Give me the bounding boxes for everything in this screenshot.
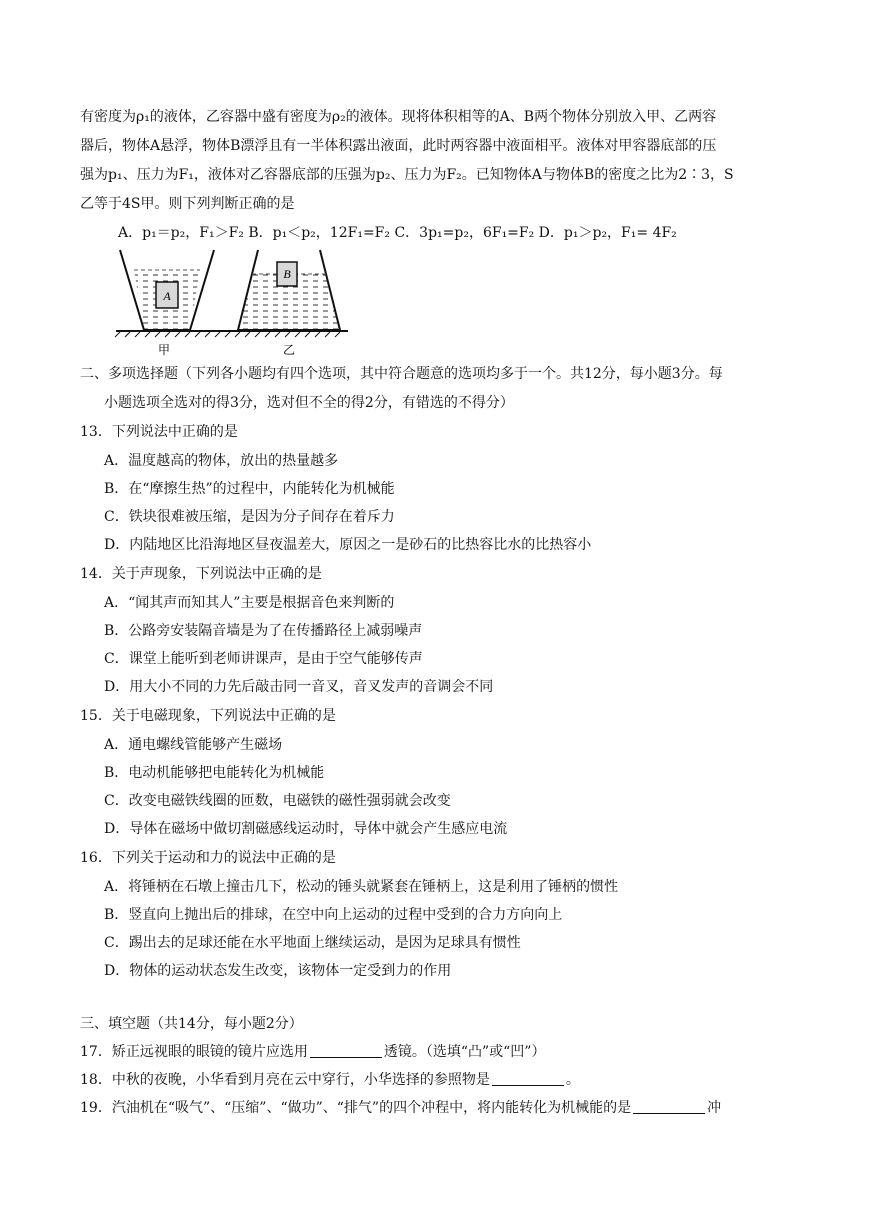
label-jia: 甲 <box>157 343 171 357</box>
object-b-label: B <box>283 267 291 281</box>
q15-option-c: C．改变电磁铁线圈的匝数，电磁铁的磁性强弱就会改变 <box>104 793 451 809</box>
container-figure <box>112 248 352 360</box>
q17-text-post: 透镜。（选填“凸”或“凹”） <box>383 1044 546 1060</box>
q14-option-d: D．用大小不同的力先后敲击同一音叉，音叉发声的音调会不同 <box>104 679 494 695</box>
q17-text-pre: 17．矫正远视眼的眼镜的镜片应选用 <box>80 1044 308 1060</box>
q19-text-pre: 19．汽油机在“吸气”、“压缩”、“做功”、“排气”的四个冲程中，将内能转化为机械能的是 <box>80 1100 632 1116</box>
q13-option-c: C．铁块很难被压缩，是因为分子间存在着斥力 <box>104 509 395 525</box>
q15-option-a: A．通电螺线管能够产生磁场 <box>104 737 283 753</box>
section3-title: 三、填空题（共14分，每小题2分） <box>80 1016 303 1032</box>
q14-option-a: A．“闻其声而知其人”主要是根据音色来判断的 <box>104 595 395 611</box>
q18-blank[interactable] <box>492 1071 564 1086</box>
q12-options: A．p₁＝p₂，F₁＞F₂ B．p₁＜p₂，12F₁=F₂ C．3p₁=p₂，6F₁=F₂ D．p₁＞p₂，F₁= 4F₂ <box>118 225 677 241</box>
q15-option-d: D．导体在磁场中做切割磁感线运动时，导体中就会产生感应电流 <box>104 821 508 837</box>
q17 <box>80 1041 545 1063</box>
section2-line-2: 小题选项全选对的得3分，选对但不全的得2分，有错选的不得分） <box>104 395 514 411</box>
intro-line-1: 有密度为ρ₁的液体，乙容器中盛有密度为ρ₂的液体。现将体积相等的A、B两个物体分别放入甲、乙两容 <box>80 109 717 125</box>
q14-option-b: B．公路旁安装隔音墙是为了在传播路径上减弱噪声 <box>104 623 423 639</box>
q13-option-a: A．温度越高的物体，放出的热量越多 <box>104 453 339 469</box>
q18-text-pre: 18．中秋的夜晚，小华看到月亮在云中穿行，小华选择的参照物是 <box>80 1072 490 1088</box>
q15-option-b: B．电动机能够把电能转化为机械能 <box>104 765 325 781</box>
q16-option-c: C．踢出去的足球还能在水平地面上继续运动，是因为足球具有惯性 <box>104 935 521 951</box>
q15-stem: 15．关于电磁现象，下列说法中正确的是 <box>80 708 336 724</box>
q16-option-d: D．物体的运动状态发生改变，该物体一定受到力的作用 <box>104 963 452 979</box>
q14-option-c: C．课堂上能听到老师讲课声，是由于空气能够传声 <box>104 651 423 667</box>
q13-option-b: B．在“摩擦生热”的过程中，内能转化为机械能 <box>104 481 395 497</box>
container-yi <box>238 250 340 330</box>
q16-stem: 16．下列关于运动和力的说法中正确的是 <box>80 850 336 866</box>
q18-text-post: 。 <box>565 1072 580 1088</box>
q19-blank[interactable] <box>633 1099 705 1114</box>
q13-stem: 13．下列说法中正确的是 <box>80 424 238 440</box>
container-jia <box>120 250 214 330</box>
intro-line-2: 器后，物体A悬浮，物体B漂浮且有一半体积露出液面，此时两容器中液面相平。液体对甲容器底部的压 <box>80 138 717 154</box>
label-yi: 乙 <box>282 343 296 357</box>
q17-blank[interactable] <box>310 1043 382 1058</box>
q14-stem: 14．关于声现象，下列说法中正确的是 <box>80 566 322 582</box>
ground-hatch <box>115 332 340 337</box>
intro-line-3: 强为p₁、压力为F₁，液体对乙容器底部的压强为p₂、压力为F₂。已知物体A与物体B的密度之比为2∶3，S <box>80 167 734 183</box>
q19 <box>80 1097 721 1119</box>
q16-option-b: B．竖直向上抛出后的排球，在空中向上运动的过程中受到的合力方向向上 <box>104 907 563 923</box>
q19-text-post: 冲 <box>707 1100 722 1116</box>
q13-option-d: D．内陆地区比沿海地区昼夜温差大，原因之一是砂石的比热容比水的比热容小 <box>104 537 592 553</box>
intro-line-4: 乙等于4S甲。则下列判断正确的是 <box>80 196 295 212</box>
q16-option-a: A．将锤柄在石墩上撞击几下，松动的锤头就紧套在锤柄上，这是利用了锤柄的惯性 <box>104 879 619 895</box>
object-a-label: A <box>163 289 171 303</box>
section2-line-1: 二、多项选择题（下列各小题均有四个选项，其中符合题意的选项均多于一个。共12分，每小题3分。每 <box>80 366 723 382</box>
q18 <box>80 1069 580 1091</box>
